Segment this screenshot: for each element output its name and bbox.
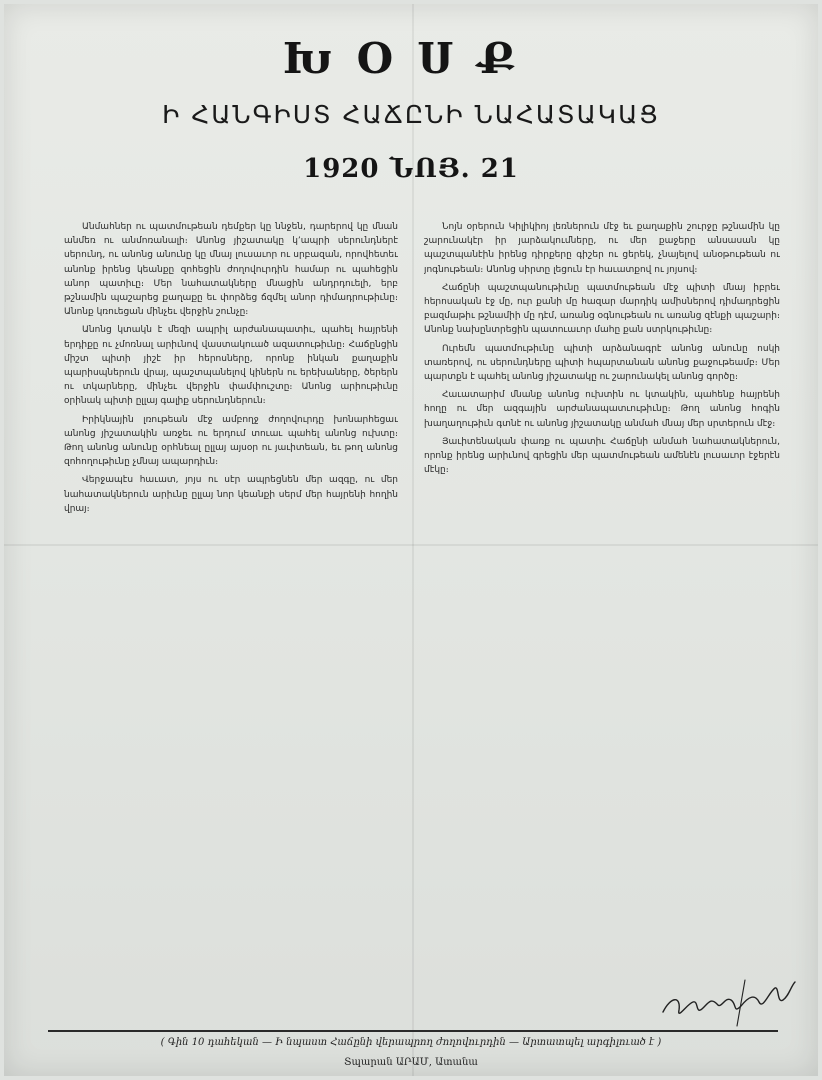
left-paragraph: Անոնց կտակն է մեզի ապրիլ արժանապատիւ, պահել հայրենի երդիքը ու չմոռնալ արիւնով վաստակուած ազատութիւնը։ Հաճընցին միշտ պիտի յիշէ իր հերոսները, որոնք ինկան քաղաքին պարիսպներուն վրայ, պաշտպանելով կիներն ու երեխաները, ծերերն ու տկարները, մինչեւ վերջին փամփուշտը։ Անոնց արիութիւնը օրինակ պիտի ըլլայ գալիք սերունդներուն։: [64, 325, 398, 407]
footer-note: ( Գին 10 դահեկան — Ի նպաստ Հաճընի վերապրող ժողովուրդին — Արտատպել արգիլուած է ): [160, 1037, 662, 1048]
left-paragraph: Անմահներ ու պատմութեան դեմքեր կը ննջեն, դարերով կը մնան անմեռ ու անմոռանալի։ Անոնց յիշատակը կ՚ապրի սերունդներէ սերունդ, ու անոնց անունը կը մնայ լուսաւոր ու սրբազան, որովհետեւ անոնք իրենց կեանքը զոհեցին ժողովուրդին համար ու պահեցին անոր պատիւը։ Մեր նահատակները մնացին անդրդուելի, երբ թշնամին պաշարեց քաղաքը եւ փորձեց ճզմել անոր դիմադրութիւնը։ Անոնք կռուեցան մինչեւ վերջին շունչը։: [64, 222, 398, 318]
document-sheet: [4, 4, 818, 1076]
left-paragraph: Վերջապէս հաւատ, յոյս ու սէր ապրեցնեն մեր ազգը, ու մեր նահատակներուն արիւնը ըլլայ նոր կեանքի սերմ մեր հայրենի հողին վրայ։: [64, 475, 398, 514]
right-paragraph: Հաճընի պաշտպանութիւնը պատմութեան մէջ պիտի մնայ իբրեւ հերոսական էջ մը, ուր քանի մը հազար մարդիկ ամիսներով դիմադրեցին բազմաթիւ թշնամիի մը դէմ, առանց օգնութեան ու առանց զէնքի պաշարի։ Անոնք նախընտրեցին պատուաւոր մահը քան ստրկութիւնը։: [424, 282, 780, 336]
right-text-column: [424, 220, 780, 990]
footer-rule: [48, 1030, 778, 1032]
printer-credit: Տպարան ԱՐԱՄ, Ատանա: [344, 1057, 478, 1068]
left-paragraph: Իրիկնային լռութեան մէջ ամբողջ ժողովուրդը խոնարհեցաւ անոնց յիշատակին առջեւ ու երդում տուաւ պահել անոնց ուխտը։ Թող անոնց անունը օրհնեալ ըլլայ այսօր ու յաւիտեան, եւ թող անոնց զոհողութիւնը չմնայ ապարդիւն։: [64, 414, 398, 468]
document-date: 1920 ՆՈՅ. 21: [303, 154, 519, 184]
right-paragraph: Հաւատարիմ մնանք անոնց ուխտին ու կտակին, պահենք հայրենի հողը ու մեր ազգային արժանապատւութիւնը։ Թող անոնց հոգին խաղաղութիւն գտնէ ու անոնց յիշատակը անմահ մնայ մեր սրտերուն մէջ։: [424, 390, 780, 429]
document-subtitle: Ի ՀԱՆԳԻՍՏ ՀԱՃԸՆԻ ՆԱՀԱՏԱԿԱՑ: [162, 100, 660, 129]
document-title: ԽՕՍՔ: [282, 34, 540, 83]
left-text-column: [64, 220, 398, 990]
right-paragraph: Յաւիտենական փառք ու պատիւ Հաճընի անմահ նահատակներուն, որոնք իրենց արիւնով գրեցին մեր պատմութեան ամենէն լուսաւոր էջերէն մէկը։: [424, 436, 780, 476]
right-paragraph: Նոյն օրերուն Կիլիկիոյ լեռներուն մէջ եւ քաղաքին շուրջը թշնամին կը շարունակէր իր յարձակումները, ու մեր քաջերը անսասան կը պաշտպանէին իրենց դիրքերը գիշեր ու ցերեկ, չնայելով անօթութեան ու յոգնութեան։ Անոնց սիրտը լեցուն էր հաւատքով ու յոյսով։: [424, 222, 780, 275]
handwritten-signature: [659, 974, 799, 1030]
right-paragraph: Ուրեմն պատմութիւնը պիտի արձանագրէ անոնց անունը ոսկի տառերով, ու սերունդները պիտի հպարտանան անոնց քաջութեամբ։ Մեր պարտքն է պահել անոնց յիշատակը ու շարունակել անոնց գործը։: [424, 343, 780, 383]
